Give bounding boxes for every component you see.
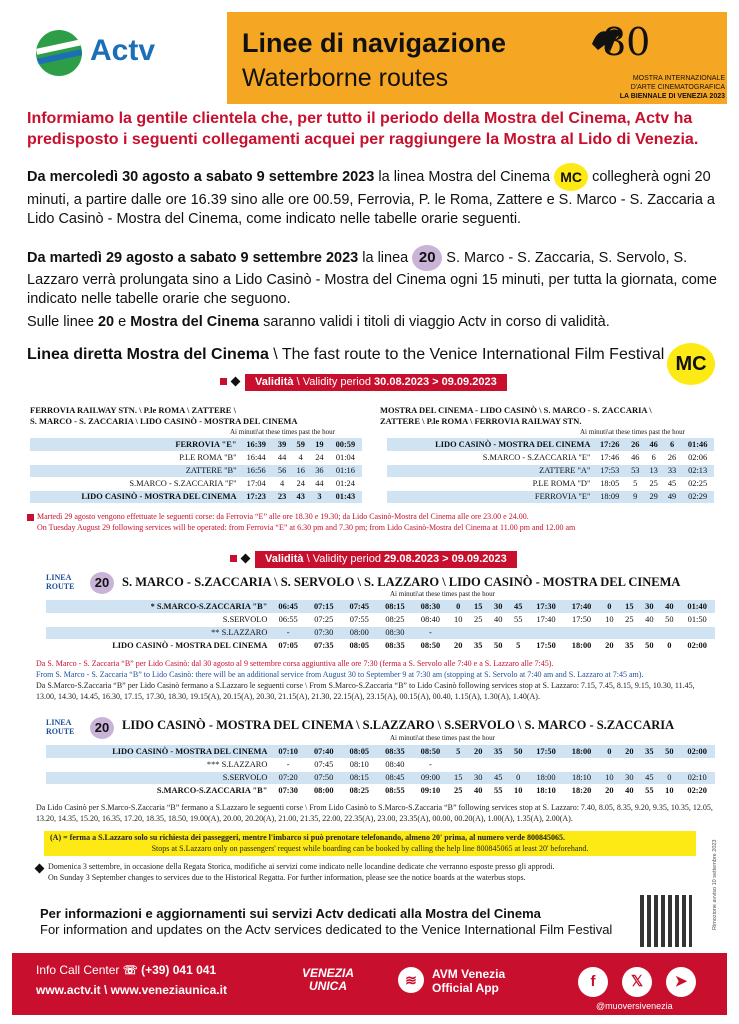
line20-outbound-badge: 20 <box>90 572 114 594</box>
mc-return-header: MOSTRA DEL CINEMA - LIDO CASINÒ \ S. MARCO - S. ZACCARIA \ ZATTERE \ P.le ROMA \ FERROVIA RAILWAY STN. <box>380 405 652 426</box>
avm-app-icon[interactable]: ≋ <box>398 967 424 993</box>
mostra-80-mark: 80 <box>602 20 651 64</box>
time-cell: 18:00 <box>564 745 600 758</box>
time-cell: - <box>270 758 306 771</box>
mc-section-title: Linea diretta Mostra del Cinema \ The fast route to the Venice International Film Festival <box>27 346 665 363</box>
time-cell: 25 <box>448 784 468 797</box>
line20-outbound-note1: Da S. Marco - S. Zaccaria “B” per Lido Casinò: dal 30 agosto al 9 settembre corsa aggiuntiva alle ore 7:30 (ferma a S. Servolo alle 7:40 e a S. Lazzaro alle 7:45). From S. Marco - S. Zaccaria “B” to Lido Casinò: there will be an additional service from August 30 to September 9 at 7:30 am (stopping at S. Servolo at 7:40 am and S. Lazzaro at 7:45 am). <box>36 659 644 679</box>
time-cell: 08:50 <box>413 745 449 758</box>
time-cell: 30 <box>619 771 639 784</box>
time-cell: - <box>413 758 449 771</box>
time-cell: 07:40 <box>306 745 342 758</box>
mc-outbound-header: FERROVIA RAILWAY STN. \ P.le ROMA \ ZATTERE \ S. MARCO - S. ZACCARIA \ LIDO CASINÒ - MOSTRA DEL CINEMA <box>30 405 298 426</box>
table-row <box>387 451 714 464</box>
time-cell: 01:16 <box>329 464 362 477</box>
call-center: Info Call Center ☏ (+39) 041 041 <box>36 963 217 977</box>
time-cell: 5 <box>448 745 468 758</box>
stop-name: S.MARCO - S.ZACCARIA "E" <box>387 451 593 464</box>
stop-name: ZATTERE "B" <box>30 464 240 477</box>
diamond-icon <box>231 377 241 387</box>
time-cell: 17:46 <box>593 451 626 464</box>
intro-announcement: Informiamo la gentile clientela che, per tutto il periodo della Mostra del Cinema, Actv ha predisposto i seguenti collegamenti acquei per raggiungere la Mostra al Lido di Venezia. <box>27 110 699 148</box>
time-cell: 30 <box>488 600 508 613</box>
time-cell: 19 <box>310 438 329 451</box>
time-cell: 01:43 <box>329 490 362 503</box>
time-cell: 18:09 <box>593 490 626 503</box>
time-cell: 18:05 <box>593 477 626 490</box>
qr-code[interactable] <box>640 895 692 947</box>
telegram-icon[interactable]: ➤ <box>666 967 696 997</box>
time-cell: 53 <box>626 464 644 477</box>
stop-name: LIDO CASINÒ - MOSTRA DEL CINEMA <box>46 745 270 758</box>
time-cell: 24 <box>310 451 329 464</box>
time-cell <box>488 626 508 639</box>
table-row <box>30 464 362 477</box>
line20-return-badge: 20 <box>90 717 114 739</box>
time-cell: 49 <box>663 490 681 503</box>
time-cell: 07:20 <box>270 771 306 784</box>
time-cell: 35 <box>468 639 488 652</box>
time-cell: 08:30 <box>413 600 449 613</box>
time-cell: 4 <box>291 451 310 464</box>
time-cell: 08:00 <box>342 626 378 639</box>
time-cell: 44 <box>273 451 292 464</box>
time-cell: 20 <box>599 784 619 797</box>
time-cell: 39 <box>273 438 292 451</box>
time-cell <box>468 758 488 771</box>
time-cell: 01:24 <box>329 477 362 490</box>
time-cell: 55 <box>508 613 528 626</box>
stop-name: ZATTERE "A" <box>387 464 593 477</box>
time-cell <box>639 626 659 639</box>
time-cell: 02:20 <box>679 784 715 797</box>
table-row <box>387 490 714 503</box>
time-cell: 45 <box>663 477 681 490</box>
route-label-outbound: LINEA ROUTE <box>46 573 75 591</box>
time-cell: 40 <box>468 784 488 797</box>
time-cell: 18:20 <box>564 784 600 797</box>
time-cell <box>528 626 564 639</box>
time-cell: 07:25 <box>306 613 342 626</box>
stop-name: S.SERVOLO <box>46 613 270 626</box>
line20-badge: 20 <box>412 245 442 271</box>
time-cell: 50 <box>639 639 659 652</box>
regatta-note: Domenica 3 settembre, in occasione della Regata Storica, modifiche ai servizi come indicato nelle locandine dedicate che verranno esposte presso gli approdi. On Sunday 3 September changes to services due to the Historical Regatta. For further information, please see the notice boards at the waterbus stops. <box>48 862 555 882</box>
time-cell: 08:05 <box>342 745 378 758</box>
time-cell: 02:00 <box>679 745 715 758</box>
time-cell: 17:04 <box>240 477 273 490</box>
time-cell: 18:00 <box>528 771 564 784</box>
time-cell: 20 <box>448 639 468 652</box>
time-cell: 45 <box>508 600 528 613</box>
time-cell: 0 <box>599 745 619 758</box>
table-row <box>46 758 715 771</box>
time-cell: 40 <box>488 613 508 626</box>
time-cell: 09:00 <box>413 771 449 784</box>
line20-outbound-title: S. MARCO - S.ZACCARIA \ S. SERVOLO \ S. LAZZARO \ LIDO CASINÒ - MOSTRA DEL CINEMA <box>122 575 681 589</box>
stop-name: LIDO CASINÒ - MOSTRA DEL CINEMA <box>30 490 240 503</box>
table-row <box>30 451 362 464</box>
title-english: Waterborne routes <box>242 64 449 92</box>
time-cell: 20 <box>468 745 488 758</box>
intro-paragraph-tickets: Sulle linee 20 e Mostra del Cinema saranno validi i titoli di viaggio Actv in corso di validità. <box>27 314 610 330</box>
intro-paragraph-mc: Da mercoledì 30 agosto a sabato 9 settembre 2023 la linea Mostra del Cinema MC collegherà ogni 20 minuti, a partire dalle ore 16.39 sino alle ore 00.59, Ferrovia, P. le Roma, Zattere e S. Marco - S. Zaccaria a Lido Casinò - Mostra del Cinema, come indicato nelle tabelle orarie seguenti. <box>27 163 717 229</box>
time-cell: 35 <box>639 745 659 758</box>
time-cell: 6 <box>644 451 662 464</box>
time-cell: 01:40 <box>679 600 715 613</box>
time-cell: 24 <box>291 477 310 490</box>
actv-logo-text: Actv <box>90 34 156 67</box>
table-row <box>46 771 715 784</box>
stop-name: *** S.LAZZARO <box>46 758 270 771</box>
time-cell: 06:45 <box>270 600 306 613</box>
time-cell: 25 <box>468 613 488 626</box>
table-row <box>30 477 362 490</box>
table-row <box>46 600 715 613</box>
red-square-icon <box>230 555 237 562</box>
time-cell <box>619 626 639 639</box>
stop-name: S.SERVOLO <box>46 771 270 784</box>
websites-link[interactable]: www.actv.it \ www.veneziaunica.it <box>36 983 227 997</box>
time-cell: 56 <box>273 464 292 477</box>
time-cell: 40 <box>639 613 659 626</box>
time-cell: 30 <box>639 600 659 613</box>
time-cell <box>508 626 528 639</box>
header-banner <box>12 12 727 104</box>
time-cell: 17:53 <box>593 464 626 477</box>
line20-return-note: Da Lido Casinò per S.Marco-S.Zaccaria “B” fermano a S.Lazzaro le seguenti corse \ From Lido Casinò to S.Marco-S.Zaccaria “B” following services stop at S. Lazzaro: 7.40, 8.05, 8.35, 9.20, 9.35, 10.35, 12.05, 13.20, 14.35, 15.20, 16.35, 17.20, 18.35, 18.50, 19.00(A), 20.00, 20.20(A), 21.00, 21.35, 22.00, 22.35(A), 23.00, 23.35(A), 00.00, 00.20(A), 1.00(A), 1.35(A), 2.00(A). <box>36 803 713 823</box>
time-cell: 02:06 <box>681 451 714 464</box>
time-cell <box>528 758 564 771</box>
time-cell: 08:50 <box>413 639 449 652</box>
time-cell: 55 <box>639 784 659 797</box>
red-square-icon <box>27 514 34 521</box>
time-cell: 16 <box>291 464 310 477</box>
table-row <box>387 438 714 451</box>
time-cell: 23 <box>273 490 292 503</box>
stop-name: P.LE ROMA "D" <box>387 477 593 490</box>
time-cell: 0 <box>599 600 619 613</box>
line20-outbound-minutes-label: Ai minuti\at these times past the hour <box>390 590 495 598</box>
time-cell: 17:50 <box>528 745 564 758</box>
time-cell: 45 <box>488 771 508 784</box>
time-cell: 07:15 <box>306 600 342 613</box>
time-cell: 0 <box>659 771 679 784</box>
time-cell: 02:25 <box>681 477 714 490</box>
time-cell: 16:56 <box>240 464 273 477</box>
time-cell: 20 <box>599 639 619 652</box>
stop-name: FERROVIA "E" <box>30 438 240 451</box>
time-cell: 16:39 <box>240 438 273 451</box>
time-cell <box>619 758 639 771</box>
time-cell: 08:25 <box>377 613 413 626</box>
mc-section-badge: MC <box>667 343 715 385</box>
time-cell: 08:40 <box>377 758 413 771</box>
time-cell: 08:30 <box>377 626 413 639</box>
time-cell: 08:35 <box>377 745 413 758</box>
stop-name: LIDO CASINÒ - MOSTRA DEL CINEMA <box>387 438 593 451</box>
time-cell: 18:00 <box>564 639 600 652</box>
time-cell: 02:13 <box>681 464 714 477</box>
time-cell: 09:10 <box>413 784 449 797</box>
time-cell: - <box>413 626 449 639</box>
time-cell: 10 <box>599 771 619 784</box>
title-italian: Linee di navigazione <box>242 28 507 58</box>
time-cell: 5 <box>626 477 644 490</box>
line20-outbound-table <box>46 600 715 653</box>
time-cell: 08:55 <box>377 784 413 797</box>
line20-return-title: LIDO CASINÒ - MOSTRA DEL CINEMA \ S.LAZZARO \ S.SERVOLO \ S. MARCO - S.ZACCARIA <box>122 718 675 732</box>
time-cell: 59 <box>291 438 310 451</box>
time-cell: 08:00 <box>306 784 342 797</box>
time-cell: 17:50 <box>564 613 600 626</box>
time-cell: 44 <box>310 477 329 490</box>
venezia-unica-logo: VENEZIA UNICA <box>302 966 355 993</box>
line20-outbound-note2: Da S.Marco-S.Zaccaria “B” per Lido Casinò fermano a S.Lazzaro le seguenti corse \ From S.Marco-S.Zaccaria “B” to Lido Casinò following services stop at S. Lazzaro: 7.15, 7.45, 8.15, 9.15, 10.30, 11.45, 13.00, 14.30, 14.45, 16.30, 17.15, 17.30, 18.30, 19.15(A), 20.15(A), 20.30, 21.15(A), 21.30, 22.15(A), 23.15(A), 00.15(A), 00.40, 1.15(A), 1.30(A), 1.40(A). <box>36 681 695 701</box>
actv-logo-area <box>12 12 227 104</box>
time-cell <box>448 626 468 639</box>
time-cell: 01:46 <box>681 438 714 451</box>
mc-outbound-minutes-label: Ai minuti\at these times past the hour <box>230 428 335 436</box>
time-cell: 55 <box>488 784 508 797</box>
table-row <box>46 639 715 652</box>
time-cell: 50 <box>508 745 528 758</box>
phone-icon: ☏ <box>122 963 138 977</box>
time-cell: 15 <box>619 600 639 613</box>
time-cell: 08:15 <box>342 771 378 784</box>
table-row <box>46 613 715 626</box>
table-row <box>387 464 714 477</box>
mc-return-table <box>387 438 714 504</box>
time-cell <box>679 626 715 639</box>
time-cell: 08:10 <box>342 758 378 771</box>
time-cell: 10 <box>599 613 619 626</box>
stop-name: S.MARCO - S.ZACCARIA "F" <box>30 477 240 490</box>
time-cell: 08:05 <box>342 639 378 652</box>
time-cell: 07:50 <box>306 771 342 784</box>
time-cell: 0 <box>508 771 528 784</box>
time-cell: 06:55 <box>270 613 306 626</box>
time-cell: 08:25 <box>342 784 378 797</box>
removal-date-note: Rimozione avviso 10 settembre 2023 <box>712 839 718 930</box>
time-cell <box>488 758 508 771</box>
time-cell: 43 <box>291 490 310 503</box>
time-cell: 10 <box>448 613 468 626</box>
line20-return-minutes-label: Ai minuti\at these times past the hour <box>390 734 495 742</box>
mostra-caption: MOSTRA INTERNAZIONALE D'ARTE CINEMATOGRAFICA LA BIENNALE DI VENEZIA 2023 <box>619 75 725 100</box>
time-cell: 9 <box>626 490 644 503</box>
time-cell: 15 <box>448 771 468 784</box>
table-row <box>46 626 715 639</box>
mc-line-badge: MC <box>554 163 588 191</box>
stop-name: FERROVIA "E" <box>387 490 593 503</box>
request-stop-note: (A) = ferma a S.Lazzaro solo su richiesta dei passeggeri, mentre l'imbarco si può prenotare telefonando, almeno 20' prima, al numero verde 800845065. Stops at S.Lazzaro only on passengers' request while boarding can be booked by calling the help line 800845065 at least 20' beforehand. <box>44 831 696 856</box>
mc-outbound-table <box>30 438 362 504</box>
time-cell: 50 <box>659 745 679 758</box>
time-cell: 08:40 <box>413 613 449 626</box>
info-english: For information and updates on the Actv services dedicated to the Venice International Film Festival <box>40 922 613 937</box>
time-cell: 50 <box>659 613 679 626</box>
time-cell <box>564 626 600 639</box>
stop-name: S.MARCO-S.ZACCARIA "B" <box>46 784 270 797</box>
mc-return-minutes-label: Ai minuti\at these times past the hour <box>580 428 685 436</box>
time-cell: 20 <box>619 745 639 758</box>
time-cell: 08:15 <box>377 600 413 613</box>
time-cell: 01:50 <box>679 613 715 626</box>
time-cell: 07:45 <box>342 600 378 613</box>
time-cell: 17:40 <box>528 613 564 626</box>
info-italian: Per informazioni e aggiornamenti sui servizi Actv dedicati alla Mostra del Cinema <box>40 906 541 921</box>
red-square-icon <box>220 378 227 385</box>
time-cell: 18:10 <box>528 784 564 797</box>
intro-paragraph-line20: Da martedì 29 agosto a sabato 9 settembre 2023 la linea 20 S. Marco - S. Zaccaria, S. Servolo, S. Lazzaro verrà prolungata sino a Lido Casinò - Mostra del Cinema ogni 15 minuti, per tutta la giornata, come indicato nelle tabelle orarie che seguono. <box>27 245 717 309</box>
time-cell <box>639 758 659 771</box>
time-cell: 07:05 <box>270 639 306 652</box>
time-cell: 36 <box>310 464 329 477</box>
phone-number: (+39) 041 041 <box>141 963 217 977</box>
time-cell: 29 <box>644 490 662 503</box>
time-cell <box>468 626 488 639</box>
time-cell: 07:10 <box>270 745 306 758</box>
time-cell: 30 <box>468 771 488 784</box>
stop-name: LIDO CASINÒ - MOSTRA DEL CINEMA <box>46 639 270 652</box>
time-cell: 25 <box>619 613 639 626</box>
time-cell: 0 <box>448 600 468 613</box>
time-cell <box>508 758 528 771</box>
time-cell: 02:10 <box>679 771 715 784</box>
time-cell: 0 <box>659 639 679 652</box>
time-cell <box>564 758 600 771</box>
time-cell: 17:23 <box>240 490 273 503</box>
footer-bar <box>12 953 727 1015</box>
time-cell <box>599 758 619 771</box>
table-row <box>30 438 362 451</box>
time-cell: 25 <box>644 477 662 490</box>
time-cell <box>659 626 679 639</box>
time-cell: 33 <box>663 464 681 477</box>
diamond-icon <box>241 554 251 564</box>
time-cell: 5 <box>508 639 528 652</box>
time-cell: 40 <box>619 784 639 797</box>
time-cell: 17:26 <box>593 438 626 451</box>
time-cell: 07:55 <box>342 613 378 626</box>
time-cell: 07:30 <box>270 784 306 797</box>
line20-validity-banner: Validità \ Validity period 29.08.2023 > 09.09.2023 <box>255 551 517 568</box>
table-row <box>30 490 362 503</box>
time-cell: 17:40 <box>564 600 600 613</box>
table-row <box>46 784 715 797</box>
facebook-icon[interactable]: f <box>578 967 608 997</box>
time-cell: 07:35 <box>306 639 342 652</box>
time-cell: 3 <box>310 490 329 503</box>
time-cell: 17:30 <box>528 600 564 613</box>
time-cell: 45 <box>639 771 659 784</box>
time-cell: 00:59 <box>329 438 362 451</box>
line20-return-table <box>46 745 715 798</box>
time-cell: 17:50 <box>528 639 564 652</box>
time-cell: 26 <box>663 451 681 464</box>
time-cell <box>448 758 468 771</box>
time-cell: 10 <box>508 784 528 797</box>
time-cell: 16:44 <box>240 451 273 464</box>
social-handle[interactable]: @muoversivenezia <box>596 1001 673 1011</box>
time-cell: 15 <box>468 600 488 613</box>
time-cell <box>599 626 619 639</box>
mc-tuesday-note: Martedì 29 agosto vengono effettuate le seguenti corse: da Ferrovia “E” alle ore 18.30 e 19.30; da Lido Casinò-Mostra del Cinema alle ore 23.00 e 24.00. On Tuesday August 29 following services will be operated: from Ferrovia “E” at 6.30 pm and 7.30 pm; from Lido Casinò-Mostra del Cinema at 11.00 pm and 12.00 am <box>37 512 576 532</box>
time-cell: 50 <box>488 639 508 652</box>
time-cell <box>679 758 715 771</box>
time-cell: 35 <box>619 639 639 652</box>
time-cell: 40 <box>659 600 679 613</box>
time-cell: 46 <box>626 451 644 464</box>
time-cell: 02:00 <box>679 639 715 652</box>
time-cell <box>659 758 679 771</box>
time-cell: 35 <box>488 745 508 758</box>
actv-logo-icon <box>36 30 82 76</box>
time-cell: 18:10 <box>564 771 600 784</box>
time-cell: 13 <box>644 464 662 477</box>
avm-app-label[interactable]: AVM Venezia Official App <box>432 967 506 995</box>
time-cell: 02:29 <box>681 490 714 503</box>
time-cell: 07:30 <box>306 626 342 639</box>
table-row <box>46 745 715 758</box>
time-cell: 6 <box>663 438 681 451</box>
time-cell: 26 <box>626 438 644 451</box>
time-cell: 08:35 <box>377 639 413 652</box>
x-twitter-icon[interactable]: 𝕏 <box>622 967 652 997</box>
time-cell: - <box>270 626 306 639</box>
table-row <box>387 477 714 490</box>
route-label-return: LINEA ROUTE <box>46 718 75 736</box>
time-cell: 4 <box>273 477 292 490</box>
stop-name: P.LE ROMA "B" <box>30 451 240 464</box>
time-cell: 01:04 <box>329 451 362 464</box>
time-cell: 07:45 <box>306 758 342 771</box>
time-cell: 10 <box>659 784 679 797</box>
stop-name: * S.MARCO-S.ZACCARIA "B" <box>46 600 270 613</box>
mc-validity-banner: Validità \ Validity period 30.08.2023 > 09.09.2023 <box>245 374 507 391</box>
stop-name: ** S.LAZZARO <box>46 626 270 639</box>
diamond-icon <box>35 864 45 874</box>
time-cell: 46 <box>644 438 662 451</box>
time-cell: 08:45 <box>377 771 413 784</box>
